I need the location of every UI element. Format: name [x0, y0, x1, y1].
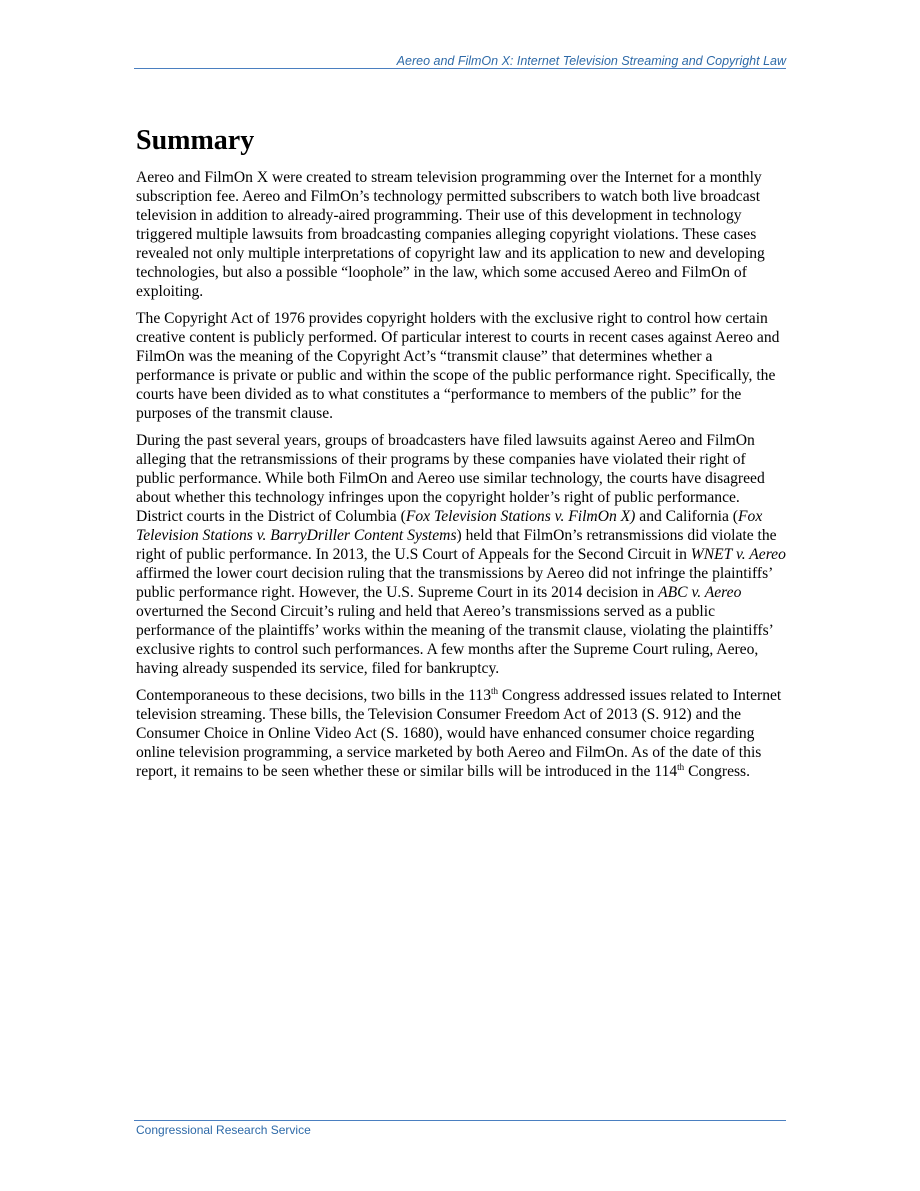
case-name: WNET v. Aereo	[690, 546, 786, 563]
header-divider	[134, 68, 786, 69]
case-name: Fox Television Stations v. FilmOn X)	[405, 508, 636, 525]
paragraph-lawsuits	[136, 431, 786, 678]
case-name: Fox Television Stations v. BarryDriller Content Systems	[136, 508, 763, 544]
footer-divider	[134, 1120, 786, 1121]
running-header-title: Aereo and FilmOn X: Internet Television Streaming and Copyright Law	[396, 54, 786, 68]
paragraph-text: During the past several years, groups of broadcasters have filed lawsuits against Aereo and FilmOn alleging that the retransmissions of their programs by these companies have violated their right of public performance. While both FilmOn and Aereo use similar technology, the courts have disagreed about whether this technology infringes upon the copyright holder’s right of public performance. District courts in the District of Columbia (	[136, 432, 765, 525]
paragraph-text: and California (	[635, 508, 738, 525]
footer-organization: Congressional Research Service	[136, 1123, 311, 1137]
case-name: ABC v. Aereo	[658, 584, 742, 601]
paragraph-legislation	[136, 686, 786, 781]
summary-section	[136, 124, 786, 789]
ordinal-suffix: th	[491, 686, 499, 696]
paragraph-text: affirmed the lower court decision ruling that the transmissions by Aereo did not infringe the plaintiffs’ public performance right. However, the U.S. Supreme Court in its 2014 decision in	[136, 565, 773, 601]
paragraph-text: Congress addressed issues related to Internet television streaming. These bills, the Television Consumer Freedom Act of 2013 (S. 912) and the Consumer Choice in Online Video Act (S. 1680), would have enhanced consumer choice regarding online television programming, a service marketed by both Aereo and FilmOn. As of the date of this report, it remains to be seen whether these or similar bills will be introduced in the 114	[136, 687, 782, 780]
paragraph-text: Congress.	[684, 763, 751, 780]
paragraph-text: overturned the Second Circuit’s ruling and held that Aereo’s transmissions served as a public performance of the plaintiffs’ works within the meaning of the transmit clause, violating the plaintiffs’ exclusive rights to control such performances. A few months after the Supreme Court ruling, Aereo, having already suspended its service, filed for bankruptcy.	[136, 603, 773, 677]
section-title: Summary	[136, 125, 255, 156]
paragraph-copyright-act: The Copyright Act of 1976 provides copyright holders with the exclusive right to control how certain creative content is publicly performed. Of particular interest to courts in recent cases against Aereo and FilmOn was the meaning of the Copyright Act’s “transmit clause” that determines whether a performance is private or public and within the scope of the public performance right. Specifically, the courts have been divided as to what constitutes a “performance to members of the public” for the purposes of the transmit clause.	[136, 310, 780, 422]
paragraph-text: Contemporaneous to these decisions, two bills in the 113	[136, 687, 492, 704]
paragraph-intro: Aereo and FilmOn X were created to stream television programming over the Internet for a monthly subscription fee. Aereo and FilmOn’s technology permitted subscribers to watch both live broadcast television in addition to already-aired programming. Their use of this development in technology triggered multiple lawsuits from broadcasting companies alleging copyright violations. These cases revealed not only multiple interpretations of copyright law and its application to new and developing technologies, but also a possible “loophole” in the law, which some accused Aereo and FilmOn of exploiting.	[136, 169, 765, 300]
paragraph-text: ) held that FilmOn’s retransmissions did violate the right of public performance. In 2013, the U.S Court of Appeals for the Second Circuit in	[136, 527, 777, 563]
ordinal-suffix: th	[677, 762, 685, 772]
